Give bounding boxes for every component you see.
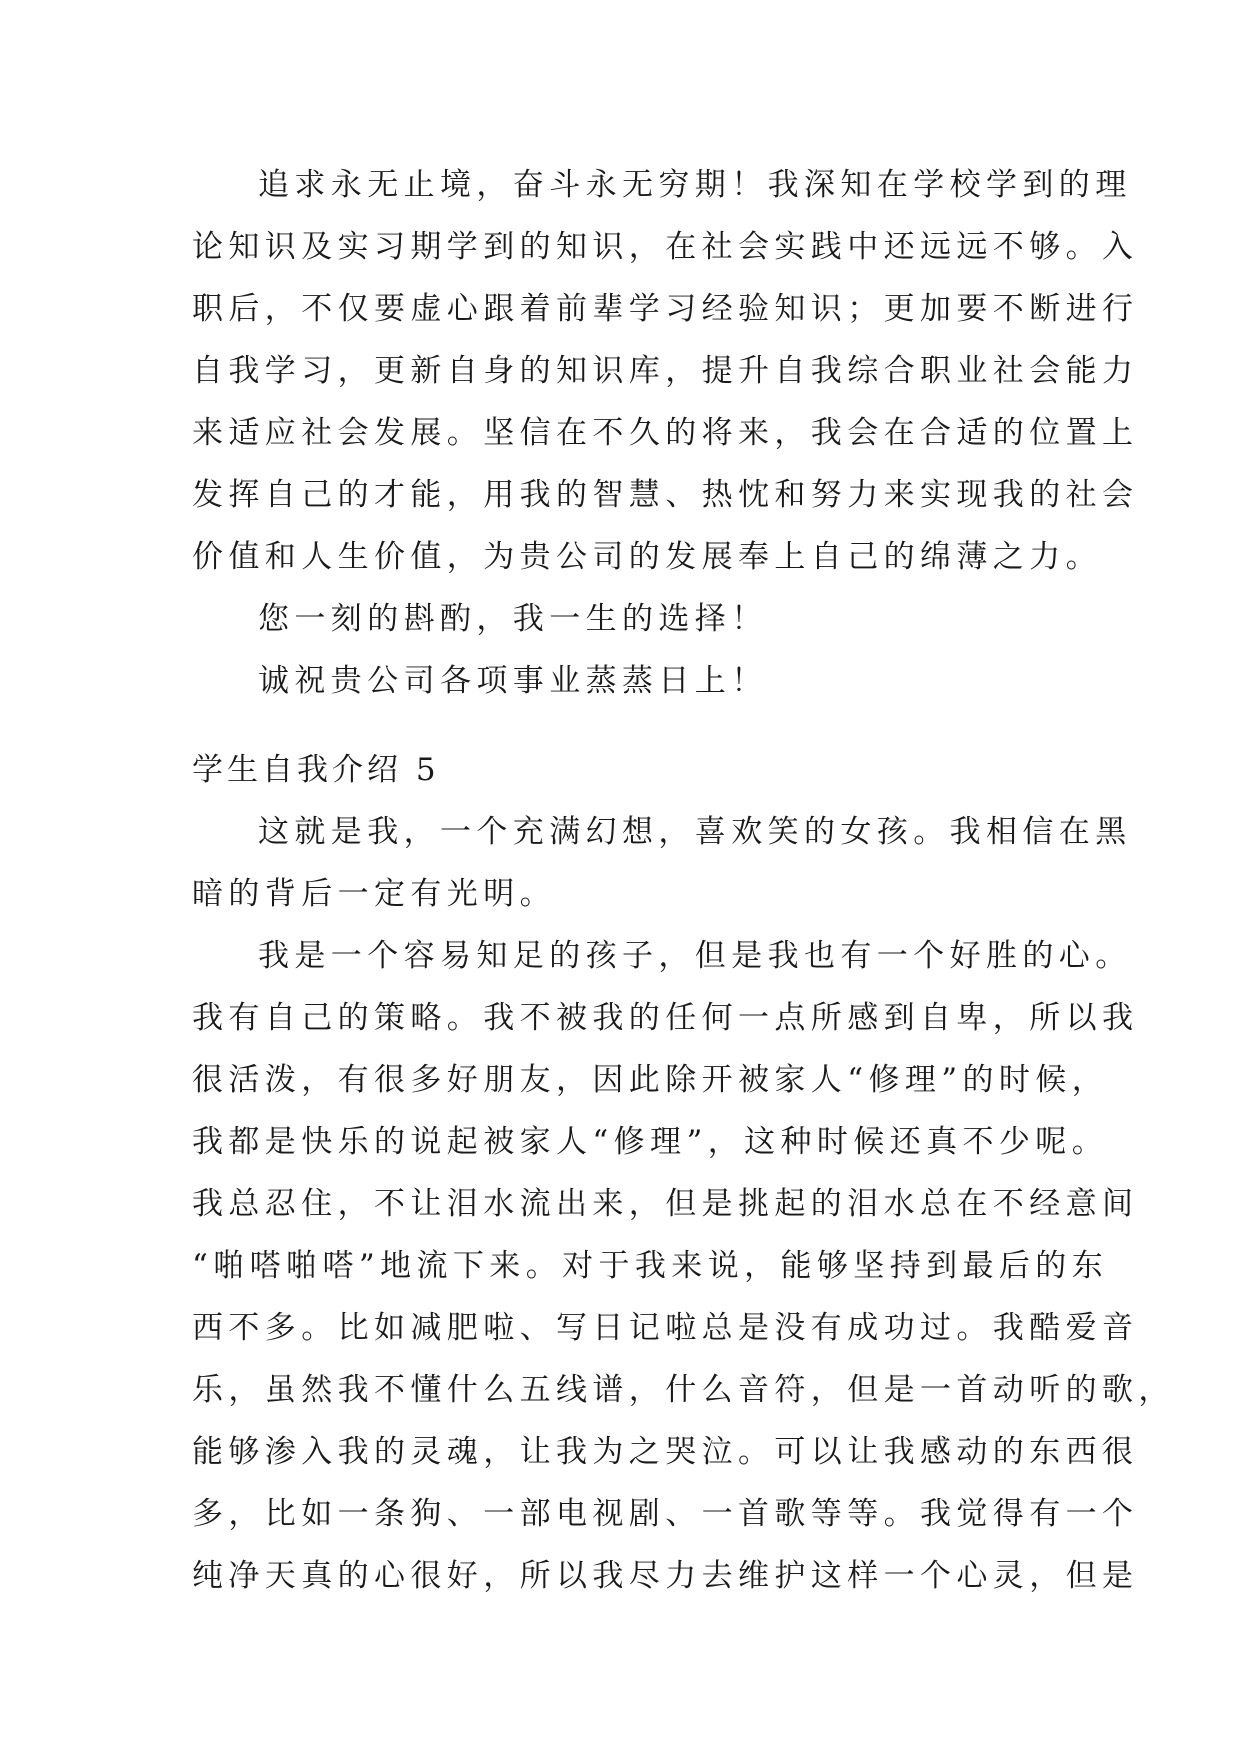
section-heading: 学生自我介绍 5 bbox=[192, 752, 440, 788]
paragraph-line: 自我学习，更新自身的知识库，提升自我综合职业社会能力 bbox=[192, 353, 1139, 389]
paragraph-line: “啪嗒啪嗒”地流下来。对于我来说，能够坚持到最后的东 bbox=[192, 1248, 1109, 1284]
paragraph-line: 发挥自己的才能，用我的智慧、热忱和努力来实现我的社会 bbox=[192, 477, 1139, 513]
paragraph-line: 很活泼，有很多好朋友，因此除开被家人“修理”的时候， bbox=[192, 1062, 1109, 1098]
paragraph-line: 暗的背后一定有光明。 bbox=[192, 876, 556, 912]
paragraph-line: 追求永无止境，奋斗永无穷期！我深知在学校学到的理 bbox=[258, 167, 1132, 203]
paragraph-line: 这就是我，一个充满幻想，喜欢笑的女孩。我相信在黑 bbox=[258, 814, 1132, 850]
paragraph-line: 我总忍住，不让泪水流出来，但是挑起的泪水总在不经意间 bbox=[192, 1186, 1139, 1222]
paragraph-line: 我有自己的策略。我不被我的任何一点所感到自卑，所以我 bbox=[192, 1000, 1139, 1036]
paragraph-line: 来适应社会发展。坚信在不久的将来，我会在合适的位置上 bbox=[192, 415, 1139, 451]
paragraph-line: 纯净天真的心很好，所以我尽力去维护这样一个心灵，但是 bbox=[192, 1558, 1139, 1594]
paragraph-line: 价值和人生价值，为贵公司的发展奉上自己的绵薄之力。 bbox=[192, 539, 1102, 575]
paragraph-line: 多，比如一条狗、一部电视剧、一首歌等等。我觉得有一个 bbox=[192, 1496, 1139, 1532]
paragraph-line: 能够渗入我的灵魂，让我为之哭泣。可以让我感动的东西很 bbox=[192, 1434, 1139, 1470]
paragraph-line: 职后，不仅要虚心跟着前辈学习经验知识；更加要不断进行 bbox=[192, 291, 1139, 327]
paragraph-line: 诚祝贵公司各项事业蒸蒸日上！ bbox=[258, 663, 768, 699]
paragraph-line: 西不多。比如减肥啦、写日记啦总是没有成功过。我酷爱音 bbox=[192, 1310, 1139, 1346]
paragraph-line: 我都是快乐的说起被家人“修理”，这种时候还真不少呢。 bbox=[192, 1124, 1109, 1160]
paragraph-line: 乐，虽然我不懂什么五线谱，什么音符，但是一首动听的歌， bbox=[192, 1372, 1175, 1408]
paragraph-line: 您一刻的斟酌，我一生的选择！ bbox=[258, 601, 768, 637]
paragraph-line: 论知识及实习期学到的知识，在社会实践中还远远不够。入 bbox=[192, 229, 1139, 265]
paragraph-line: 我是一个容易知足的孩子，但是我也有一个好胜的心。 bbox=[258, 938, 1132, 974]
